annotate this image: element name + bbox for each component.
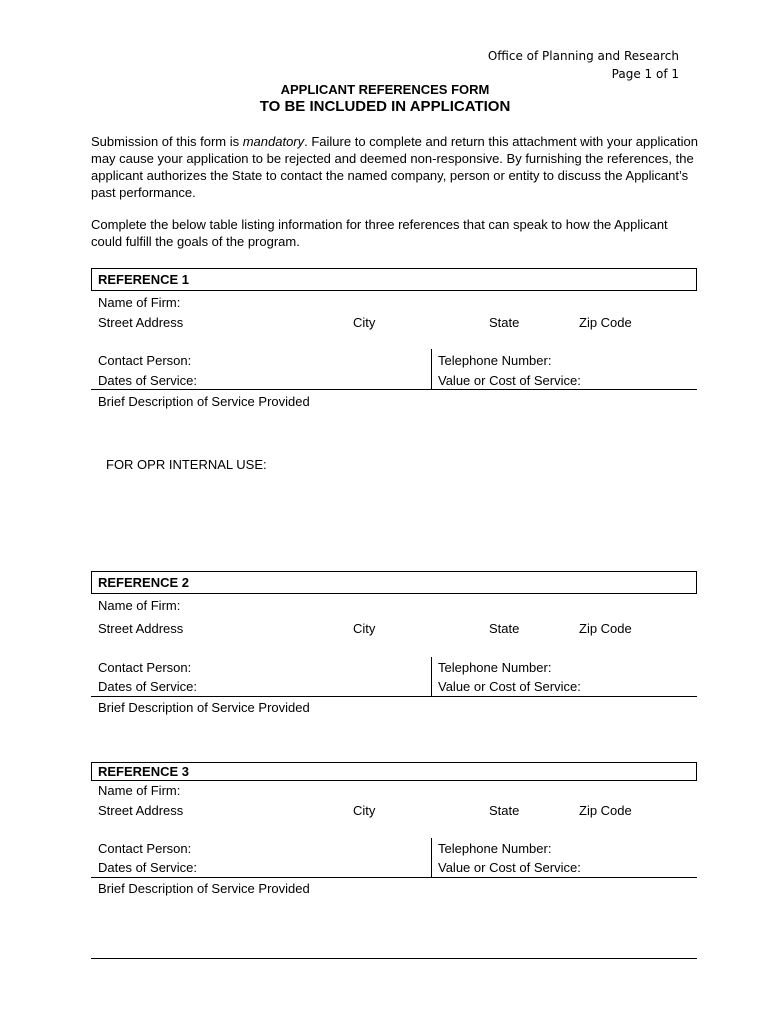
intro-emphasis: mandatory: [242, 134, 305, 149]
contact-person-label[interactable]: Contact Person:: [98, 841, 192, 856]
city-label[interactable]: City: [353, 621, 376, 636]
intro-text-start: Submission of this form is: [91, 134, 243, 149]
reference-1-header: [91, 268, 697, 291]
value-or-cost-label[interactable]: Value or Cost of Service:: [438, 860, 581, 875]
brief-description-label[interactable]: Brief Description of Service Provided: [98, 881, 310, 896]
name-of-firm-label[interactable]: Name of Firm:: [98, 295, 181, 310]
city-label[interactable]: City: [353, 315, 376, 330]
instruction-paragraph: Complete the below table listing information for three references that can speak to how the Applicant could fulfill the goals of the program.: [91, 217, 668, 249]
value-or-cost-label[interactable]: Value or Cost of Service:: [438, 679, 581, 694]
state-label[interactable]: State: [489, 803, 520, 818]
contact-person-label[interactable]: Contact Person:: [98, 353, 192, 368]
reference-1-section: [91, 268, 697, 408]
row-divider: [91, 877, 697, 878]
reference-2-title: REFERENCE 2: [98, 575, 190, 590]
telephone-number-label[interactable]: Telephone Number:: [438, 353, 552, 368]
intro-paragraph: [91, 133, 701, 201]
zip-code-label[interactable]: Zip Code: [579, 803, 632, 818]
brief-description-label[interactable]: Brief Description of Service Provided: [98, 700, 310, 715]
reference-2-header: [91, 571, 697, 594]
dates-of-service-label[interactable]: Dates of Service:: [98, 860, 197, 875]
state-label[interactable]: State: [489, 621, 520, 636]
column-divider: [431, 838, 432, 878]
contact-person-label[interactable]: Contact Person:: [98, 660, 192, 675]
form-title: APPLICANT REFERENCES FORM: [280, 82, 490, 97]
reference-3-section: [91, 762, 697, 902]
city-label[interactable]: City: [353, 803, 376, 818]
value-or-cost-label[interactable]: Value or Cost of Service:: [438, 373, 581, 388]
telephone-number-label[interactable]: Telephone Number:: [438, 841, 552, 856]
column-divider: [431, 349, 432, 389]
reference-3-title: REFERENCE 3: [98, 764, 190, 779]
column-divider: [431, 657, 432, 696]
row-divider: [91, 696, 697, 697]
telephone-number-label[interactable]: Telephone Number:: [438, 660, 552, 675]
street-address-label[interactable]: Street Address: [98, 803, 184, 818]
street-address-label[interactable]: Street Address: [98, 621, 184, 636]
office-name: Office of Planning and Research: [487, 49, 679, 63]
name-of-firm-label[interactable]: Name of Firm:: [98, 783, 181, 798]
row-divider: [91, 389, 697, 390]
dates-of-service-label[interactable]: Dates of Service:: [98, 679, 197, 694]
form-subtitle: TO BE INCLUDED IN APPLICATION: [259, 98, 511, 115]
footer-rule: [91, 958, 697, 959]
zip-code-label[interactable]: Zip Code: [579, 315, 632, 330]
brief-description-label[interactable]: Brief Description of Service Provided: [98, 394, 310, 409]
reference-1-title: REFERENCE 1: [98, 272, 190, 287]
page-indicator: Page 1 of 1: [611, 67, 679, 81]
internal-use-label: FOR OPR INTERNAL USE:: [106, 457, 267, 472]
office-header: [488, 47, 679, 83]
zip-code-label[interactable]: Zip Code: [579, 621, 632, 636]
state-label[interactable]: State: [489, 315, 520, 330]
dates-of-service-label[interactable]: Dates of Service:: [98, 373, 197, 388]
reference-2-section: [91, 571, 697, 716]
name-of-firm-label[interactable]: Name of Firm:: [98, 598, 181, 613]
intro-text-end: . Failure to complete and return this attachment with your application may cause your application to be rejected and deemed non-responsive. By furnishing the references, the applicant authorizes the State to contact the named company, person or entity to discuss the Applicant’s past performance.: [91, 134, 698, 200]
street-address-label[interactable]: Street Address: [98, 315, 184, 330]
reference-3-header: [91, 762, 697, 781]
